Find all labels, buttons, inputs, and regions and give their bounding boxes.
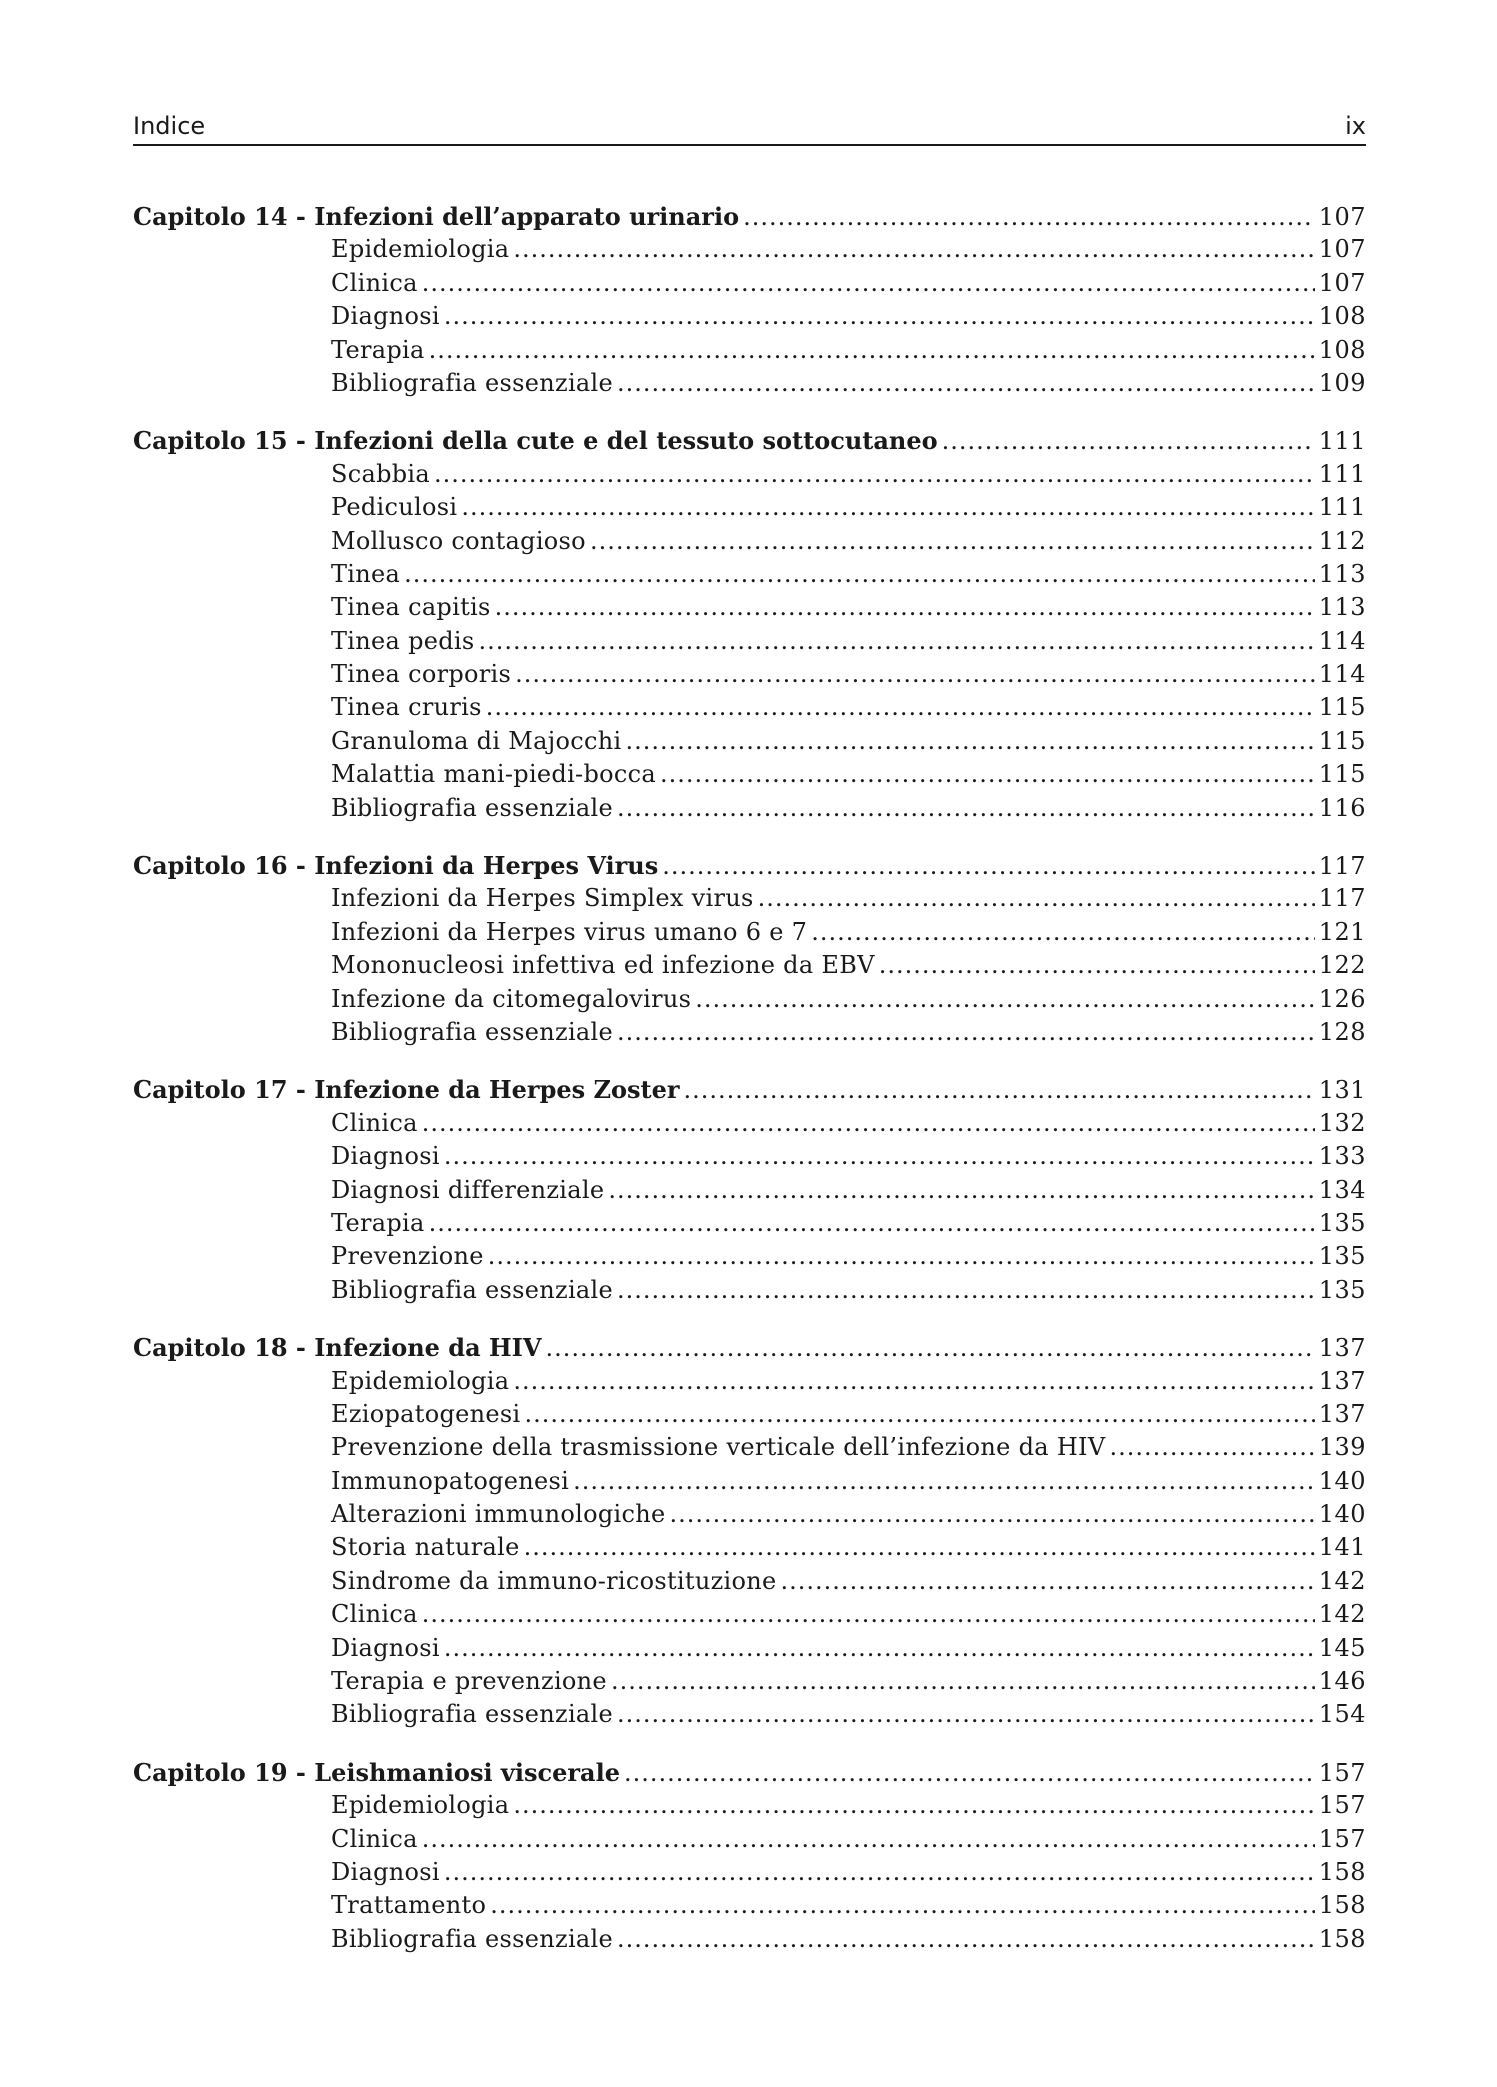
section-entry[interactable] bbox=[133, 983, 1366, 1016]
section-title: Alterazioni immunologiche bbox=[331, 1500, 666, 1529]
section-title: Tinea pedis bbox=[331, 626, 475, 655]
chapter-title: Capitolo 16 - Infezioni da Herpes Virus bbox=[133, 851, 659, 881]
section-page-number: 137 bbox=[1318, 1399, 1366, 1428]
dot-leader bbox=[422, 1823, 1315, 1856]
section-entry[interactable] bbox=[133, 1565, 1366, 1598]
section-entry[interactable] bbox=[133, 491, 1366, 524]
dot-leader bbox=[811, 916, 1314, 949]
dot-leader bbox=[617, 792, 1315, 825]
section-title: Terapia bbox=[331, 1208, 425, 1237]
section-page-number: 157 bbox=[1318, 1791, 1366, 1820]
section-title: Clinica bbox=[331, 268, 418, 297]
chapter-title: Capitolo 19 - Leishmaniosi viscerale bbox=[133, 1757, 620, 1787]
dot-leader bbox=[942, 425, 1315, 457]
section-entry[interactable] bbox=[133, 691, 1366, 724]
chapter-block bbox=[133, 849, 1366, 1049]
section-title: Infezioni da Herpes Simplex virus bbox=[331, 884, 754, 913]
section-title: Epidemiologia bbox=[331, 235, 510, 264]
section-entry[interactable] bbox=[133, 1365, 1366, 1398]
section-entry[interactable] bbox=[133, 1856, 1366, 1889]
dot-leader bbox=[670, 1498, 1315, 1531]
dot-leader bbox=[781, 1565, 1315, 1598]
section-entry[interactable] bbox=[133, 725, 1366, 758]
dot-leader bbox=[515, 658, 1315, 691]
section-title: Eziopatogenesi bbox=[331, 1399, 521, 1428]
dot-leader bbox=[479, 625, 1315, 658]
section-page-number: 154 bbox=[1318, 1700, 1366, 1729]
section-entry[interactable] bbox=[133, 1174, 1366, 1207]
section-title: Storia naturale bbox=[331, 1533, 520, 1562]
section-entry[interactable] bbox=[133, 233, 1366, 266]
section-entry[interactable] bbox=[133, 300, 1366, 333]
section-title: Terapia e prevenzione bbox=[331, 1667, 607, 1696]
section-title: Mollusco contagioso bbox=[331, 526, 586, 555]
section-title: Pediculosi bbox=[331, 493, 458, 522]
section-page-number: 109 bbox=[1318, 368, 1366, 397]
section-entry[interactable] bbox=[133, 792, 1366, 825]
dot-leader bbox=[617, 367, 1315, 400]
dot-leader bbox=[495, 591, 1315, 624]
section-page-number: 108 bbox=[1318, 302, 1366, 331]
section-entry[interactable] bbox=[133, 1431, 1366, 1464]
section-page-number: 139 bbox=[1318, 1433, 1366, 1462]
section-page-number: 116 bbox=[1318, 793, 1366, 822]
chapter-block bbox=[133, 1331, 1366, 1732]
section-title: Epidemiologia bbox=[331, 1791, 510, 1820]
section-page-number: 135 bbox=[1318, 1242, 1366, 1271]
section-page-number: 113 bbox=[1318, 593, 1366, 622]
section-title: Tinea corporis bbox=[331, 660, 512, 689]
section-entry[interactable] bbox=[133, 458, 1366, 491]
section-title: Granuloma di Majocchi bbox=[331, 726, 622, 755]
chapter-entry[interactable] bbox=[133, 1331, 1366, 1364]
section-page-number: 126 bbox=[1318, 984, 1366, 1013]
section-page-number: 128 bbox=[1318, 1017, 1366, 1046]
section-title: Infezioni da Herpes virus umano 6 e 7 bbox=[331, 917, 808, 946]
dot-leader bbox=[434, 458, 1315, 491]
section-entry[interactable] bbox=[133, 1465, 1366, 1498]
section-page-number: 122 bbox=[1318, 951, 1366, 980]
table-of-contents bbox=[133, 200, 1366, 1980]
section-title: Trattamento bbox=[331, 1891, 487, 1920]
section-page-number: 115 bbox=[1318, 760, 1366, 789]
section-entry[interactable] bbox=[133, 591, 1366, 624]
section-page-number: 115 bbox=[1318, 693, 1366, 722]
chapter-page-number: 131 bbox=[1318, 1076, 1366, 1105]
section-page-number: 111 bbox=[1318, 493, 1366, 522]
chapter-entry[interactable] bbox=[133, 200, 1366, 233]
dot-leader bbox=[486, 691, 1315, 724]
section-entry[interactable] bbox=[133, 334, 1366, 367]
section-page-number: 146 bbox=[1318, 1667, 1366, 1696]
section-entry[interactable] bbox=[133, 1665, 1366, 1698]
section-page-number: 145 bbox=[1318, 1633, 1366, 1662]
section-entry[interactable] bbox=[133, 1016, 1366, 1049]
chapter-title: Capitolo 15 - Infezioni della cute e del tessuto sottocutaneo bbox=[133, 426, 938, 456]
section-title: Diagnosi bbox=[331, 302, 440, 331]
section-page-number: 158 bbox=[1318, 1924, 1366, 1953]
dot-leader bbox=[429, 1207, 1315, 1240]
dot-leader bbox=[590, 525, 1315, 558]
chapter-block bbox=[133, 1073, 1366, 1307]
section-title: Malattia mani-piedi-bocca bbox=[331, 760, 656, 789]
section-title: Clinica bbox=[331, 1600, 418, 1629]
dot-leader bbox=[422, 1107, 1315, 1140]
section-entry[interactable] bbox=[133, 558, 1366, 591]
section-entry[interactable] bbox=[133, 267, 1366, 300]
section-title: Diagnosi differenziale bbox=[331, 1175, 605, 1204]
dot-leader bbox=[625, 725, 1314, 758]
dot-leader bbox=[513, 233, 1314, 266]
section-entry[interactable] bbox=[133, 658, 1366, 691]
chapter-title: Capitolo 14 - Infezioni dell’apparato urinario bbox=[133, 202, 740, 231]
section-page-number: 107 bbox=[1318, 268, 1366, 297]
section-page-number: 115 bbox=[1318, 726, 1366, 755]
section-page-number: 112 bbox=[1318, 526, 1366, 555]
chapter-page-number: 117 bbox=[1318, 852, 1366, 881]
section-entry[interactable] bbox=[133, 1698, 1366, 1731]
section-page-number: 132 bbox=[1318, 1108, 1366, 1137]
section-entry[interactable] bbox=[133, 916, 1366, 949]
section-title: Diagnosi bbox=[331, 1142, 440, 1171]
section-title: Prevenzione della trasmissione verticale dell’infezione da HIV bbox=[331, 1433, 1106, 1462]
section-title: Diagnosi bbox=[331, 1633, 440, 1662]
dot-leader bbox=[695, 983, 1314, 1016]
dot-leader bbox=[490, 1889, 1314, 1922]
section-title: Scabbia bbox=[331, 459, 431, 488]
chapter-block bbox=[133, 200, 1366, 400]
chapter-title: Capitolo 17 - Infezione da Herpes Zoster bbox=[133, 1075, 680, 1105]
section-title: Bibliografia essenziale bbox=[331, 368, 614, 397]
section-page-number: 157 bbox=[1318, 1824, 1366, 1853]
section-entry[interactable] bbox=[133, 882, 1366, 915]
section-page-number: 137 bbox=[1318, 1366, 1366, 1395]
dot-leader bbox=[429, 334, 1315, 367]
section-entry[interactable] bbox=[133, 1632, 1366, 1665]
section-title: Bibliografia essenziale bbox=[331, 1275, 614, 1304]
dot-leader bbox=[617, 1016, 1315, 1049]
section-entry[interactable] bbox=[133, 1274, 1366, 1307]
section-title: Immunopatogenesi bbox=[331, 1466, 570, 1495]
section-page-number: 140 bbox=[1318, 1500, 1366, 1529]
section-entry[interactable] bbox=[133, 1531, 1366, 1564]
section-entry[interactable] bbox=[133, 1398, 1366, 1431]
section-entry[interactable] bbox=[133, 1923, 1366, 1956]
dot-leader bbox=[422, 1598, 1315, 1631]
dot-leader bbox=[608, 1174, 1314, 1207]
dot-leader bbox=[743, 201, 1315, 233]
section-title: Prevenzione bbox=[331, 1242, 484, 1271]
section-title: Tinea bbox=[331, 559, 401, 588]
section-page-number: 114 bbox=[1318, 626, 1366, 655]
dot-leader bbox=[513, 1789, 1314, 1822]
section-title: Sindrome da immuno-ricostituzione bbox=[331, 1566, 777, 1595]
section-page-number: 114 bbox=[1318, 660, 1366, 689]
running-title: Indice bbox=[133, 112, 206, 140]
page-header bbox=[133, 112, 1366, 146]
section-page-number: 135 bbox=[1318, 1208, 1366, 1237]
section-entry[interactable] bbox=[133, 1823, 1366, 1856]
section-page-number: 117 bbox=[1318, 884, 1366, 913]
section-title: Epidemiologia bbox=[331, 1366, 510, 1395]
section-title: Mononucleosi infettiva ed infezione da EBV bbox=[331, 951, 875, 980]
section-title: Bibliografia essenziale bbox=[331, 1924, 614, 1953]
section-entry[interactable] bbox=[133, 1107, 1366, 1140]
section-title: Bibliografia essenziale bbox=[331, 1700, 614, 1729]
dot-leader bbox=[444, 1856, 1315, 1889]
section-entry[interactable] bbox=[133, 1889, 1366, 1922]
dot-leader bbox=[546, 1332, 1315, 1364]
chapter-page-number: 157 bbox=[1318, 1758, 1366, 1787]
chapter-page-number: 111 bbox=[1318, 427, 1366, 456]
section-entry[interactable] bbox=[133, 625, 1366, 658]
section-page-number: 135 bbox=[1318, 1275, 1366, 1304]
section-title: Terapia bbox=[331, 335, 425, 364]
dot-leader bbox=[444, 300, 1315, 333]
section-title: Tinea cruris bbox=[331, 693, 482, 722]
page-number: ix bbox=[1345, 112, 1366, 140]
chapter-title: Capitolo 18 - Infezione da HIV bbox=[133, 1333, 542, 1363]
dot-leader bbox=[617, 1698, 1315, 1731]
section-entry[interactable] bbox=[133, 1498, 1366, 1531]
dot-leader bbox=[461, 491, 1314, 524]
chapter-page-number: 107 bbox=[1318, 203, 1366, 231]
dot-leader bbox=[488, 1240, 1315, 1273]
chapter-entry[interactable] bbox=[133, 1073, 1366, 1106]
section-entry[interactable] bbox=[133, 1789, 1366, 1822]
section-title: Diagnosi bbox=[331, 1857, 440, 1886]
dot-leader bbox=[404, 558, 1315, 591]
dot-leader bbox=[624, 1757, 1315, 1789]
section-title: Infezione da citomegalovirus bbox=[331, 984, 692, 1013]
dot-leader bbox=[1109, 1431, 1314, 1464]
chapter-entry[interactable] bbox=[133, 424, 1366, 457]
dot-leader bbox=[422, 267, 1315, 300]
dot-leader bbox=[444, 1140, 1315, 1173]
section-page-number: 108 bbox=[1318, 335, 1366, 364]
section-title: Clinica bbox=[331, 1108, 418, 1137]
section-page-number: 140 bbox=[1318, 1466, 1366, 1495]
section-entry[interactable] bbox=[133, 1598, 1366, 1631]
section-page-number: 107 bbox=[1318, 235, 1366, 264]
dot-leader bbox=[662, 850, 1314, 882]
chapter-entry[interactable] bbox=[133, 1756, 1366, 1789]
chapter-block bbox=[133, 424, 1366, 825]
section-page-number: 158 bbox=[1318, 1857, 1366, 1886]
section-page-number: 142 bbox=[1318, 1566, 1366, 1595]
dot-leader bbox=[524, 1531, 1315, 1564]
section-page-number: 158 bbox=[1318, 1891, 1366, 1920]
dot-leader bbox=[660, 758, 1315, 791]
section-entry[interactable] bbox=[133, 758, 1366, 791]
dot-leader bbox=[879, 949, 1315, 982]
section-title: Bibliografia essenziale bbox=[331, 1017, 614, 1046]
section-entry[interactable] bbox=[133, 1207, 1366, 1240]
dot-leader bbox=[758, 882, 1315, 915]
section-title: Clinica bbox=[331, 1824, 418, 1853]
dot-leader bbox=[444, 1632, 1315, 1665]
dot-leader bbox=[513, 1365, 1314, 1398]
section-entry[interactable] bbox=[133, 367, 1366, 400]
section-page-number: 113 bbox=[1318, 559, 1366, 588]
section-entry[interactable] bbox=[133, 525, 1366, 558]
dot-leader bbox=[611, 1665, 1315, 1698]
section-page-number: 111 bbox=[1318, 459, 1366, 488]
chapter-page-number: 137 bbox=[1318, 1334, 1366, 1363]
chapter-block bbox=[133, 1756, 1366, 1956]
dot-leader bbox=[684, 1074, 1315, 1106]
section-entry[interactable] bbox=[133, 949, 1366, 982]
chapter-entry[interactable] bbox=[133, 849, 1366, 882]
section-page-number: 141 bbox=[1318, 1533, 1366, 1562]
section-title: Bibliografia essenziale bbox=[331, 793, 614, 822]
dot-leader bbox=[524, 1398, 1314, 1431]
section-title: Tinea capitis bbox=[331, 593, 491, 622]
section-entry[interactable] bbox=[133, 1140, 1366, 1173]
section-page-number: 142 bbox=[1318, 1600, 1366, 1629]
section-page-number: 133 bbox=[1318, 1142, 1366, 1171]
section-page-number: 121 bbox=[1318, 917, 1366, 946]
section-page-number: 134 bbox=[1318, 1175, 1366, 1204]
dot-leader bbox=[617, 1923, 1315, 1956]
section-entry[interactable] bbox=[133, 1240, 1366, 1273]
dot-leader bbox=[573, 1465, 1315, 1498]
dot-leader bbox=[617, 1274, 1315, 1307]
